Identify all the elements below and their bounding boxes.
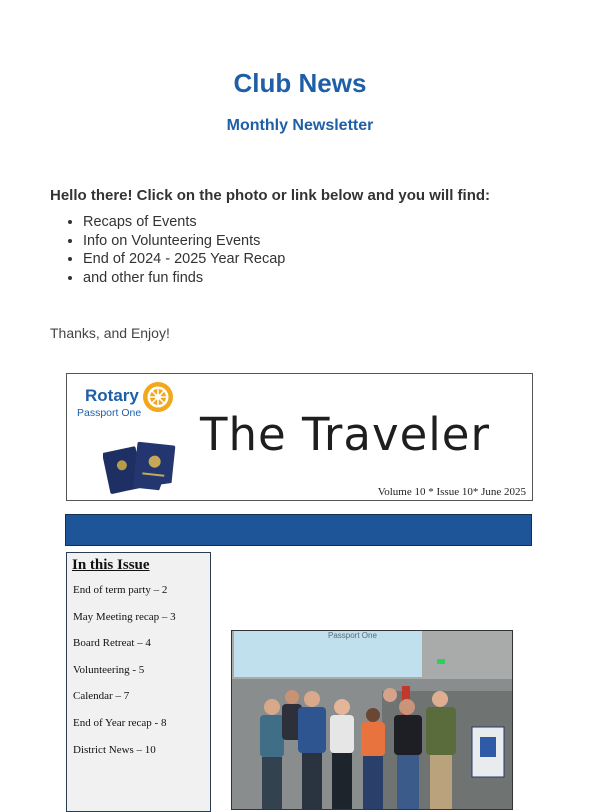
thanks-text: Thanks, and Enjoy! xyxy=(50,325,170,341)
newsletter-title: The Traveler xyxy=(200,408,490,461)
list-item: • and other fun finds xyxy=(83,269,285,288)
table-of-contents xyxy=(66,552,211,812)
toc-heading: In this Issue xyxy=(72,557,150,573)
page-subtitle: Monthly Newsletter xyxy=(226,117,374,134)
rotary-logo-text: Rotary xyxy=(85,386,139,405)
group-photo-image xyxy=(232,631,513,810)
toc-item[interactable]: End of Year recap - 8 xyxy=(73,717,167,729)
list-item: • Recaps of Events xyxy=(83,213,285,232)
toc-item[interactable]: May Meeting recap – 3 xyxy=(73,611,176,623)
toc-item[interactable]: Volunteering - 5 xyxy=(73,664,145,676)
rotary-logo-subtext: Passport One xyxy=(77,407,142,419)
intro-text: Hello there! Click on the photo or link below and you will find: xyxy=(50,187,491,204)
newsletter-banner-link[interactable] xyxy=(66,373,533,501)
divider-bar xyxy=(65,514,532,546)
rotary-wheel-icon xyxy=(141,380,175,414)
toc-item[interactable]: District News – 10 xyxy=(73,744,156,756)
toc-item[interactable]: End of term party – 2 xyxy=(73,584,168,596)
list-item: • Info on Volunteering Events xyxy=(83,232,285,251)
toc-item[interactable]: Calendar – 7 xyxy=(73,690,130,702)
page-title: Club News xyxy=(233,68,367,98)
highlights-list xyxy=(66,213,285,287)
list-item: • End of 2024 - 2025 Year Recap xyxy=(83,250,285,269)
passport-icon xyxy=(103,440,183,495)
toc-item[interactable]: Board Retreat – 4 xyxy=(73,637,151,649)
issue-volume: Volume 10 * Issue 10* June 2025 xyxy=(377,486,526,498)
screen-text: Passport One xyxy=(328,631,377,640)
group-photo[interactable] xyxy=(231,630,513,810)
